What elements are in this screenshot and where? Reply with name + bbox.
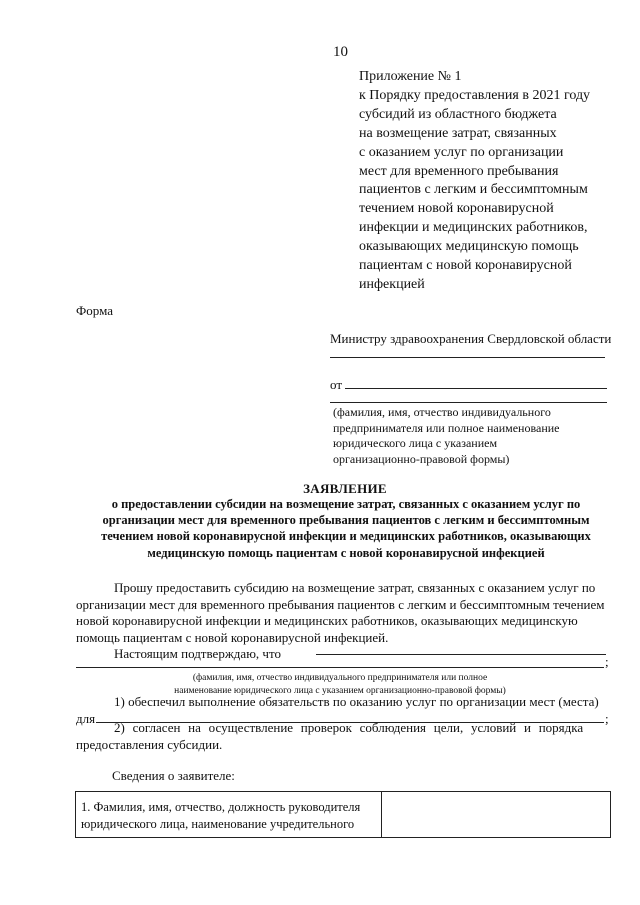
confirm-blank-line-2[interactable] [76,667,604,668]
hint-line: предпринимателя или полное наименование [333,420,560,435]
annex-line: оказывающих медицинскую помощь [359,239,579,255]
from-label: от [330,377,343,392]
item2-line: 2) согласен на осуществление проверок соблюдения цели, условий и порядка [114,720,584,735]
applicant-table [75,791,611,838]
annex-line: инфекции и медицинских работников, [359,220,588,236]
request-line: организации мест для временного пребывания пациентов с легким и бессимптомным течением [76,596,605,612]
annex-line: с оказанием услуг по организации [359,144,564,160]
annex-line: инфекцией [359,276,425,292]
page-number: 10 [333,44,348,60]
request-line: помощь пациентам с новой коронавирусной инфекцией. [76,629,389,645]
confirm-blank-line[interactable] [316,654,606,655]
from-blank-line-2[interactable] [330,402,607,403]
annex-line: к Порядку предоставления в 2021 году [359,87,591,103]
hint-line: (фамилия, имя, отчество индивидуального [333,405,551,419]
table-label-cell [76,792,382,838]
document-subtitle [78,496,614,561]
table-row [76,792,611,838]
request-line: новой коронавирусной инфекции и медицинских работников, оказывающих медицинскую [76,613,578,629]
document-title: ЗАЯВЛЕНИЕ [303,481,387,496]
annex-line: Приложение № 1 [359,69,462,84]
applicant-info-label: Сведения о заявителе: [112,768,235,783]
annex-line: субсидий из областного бюджета [359,106,557,122]
item2-line: предоставления субсидии. [76,736,223,752]
hint-line: организационно-правовой формы) [333,451,510,466]
annex-line: на возмещение затрат, связанных [359,125,557,141]
item1-end: ; [605,711,609,726]
small-hint-line: наименование юридического лица с указанием организационно-правовой формы) [174,685,506,696]
request-paragraph [76,580,610,663]
addressee-hint [333,405,613,467]
subtitle-line: медицинскую помощь пациентам с новой коронавирусной инфекцией [147,545,545,560]
subtitle-line: течением новой коронавирусной инфекции и медицинских работников, оказывающих [101,529,591,544]
subtitle-line: о предоставлении субсидии на возмещение затрат, связанных с оказанием услуг по [111,497,581,511]
table-value-cell[interactable] [382,792,611,838]
from-blank-line[interactable] [345,388,607,389]
table-label-line: 1. Фамилия, имя, отчество, должность руководителя [81,800,361,814]
confirm-label: Настоящим подтверждаю, что [114,646,281,662]
item1-for: для [76,710,96,726]
item-2 [76,720,610,753]
annex-line: пациентов с легким и бессимптомным [359,182,588,198]
form-label: Форма [76,303,113,318]
request-line: Прошу предоставить субсидию на возмещение затрат, связанных с оказанием услуг по [114,580,596,595]
confirm-end: ; [605,654,609,669]
subtitle-line: организации мест для временного пребывания пациентов с легким и бессимптомным [102,513,590,528]
addressee-blank-line[interactable] [330,357,605,358]
item1-text: 1) обеспечил выполнение обязательств по оказанию услуг по организации мест (места) [114,694,599,709]
annex-line: мест для временного пребывания [359,163,559,179]
annex-line: пациентам с новой коронавирусной [359,258,572,274]
annex-header [359,68,629,295]
small-hint-line: (фамилия, имя, отчество индивидуального предпринимателя или полное [192,673,488,683]
hint-line: юридического лица с указанием [333,436,498,450]
annex-line: течением новой коронавирусной [359,201,554,217]
ministry-addressee: Министру здравоохранения Свердловской области [330,331,612,346]
table-label-line: юридического лица, наименование учредительного [81,816,355,831]
